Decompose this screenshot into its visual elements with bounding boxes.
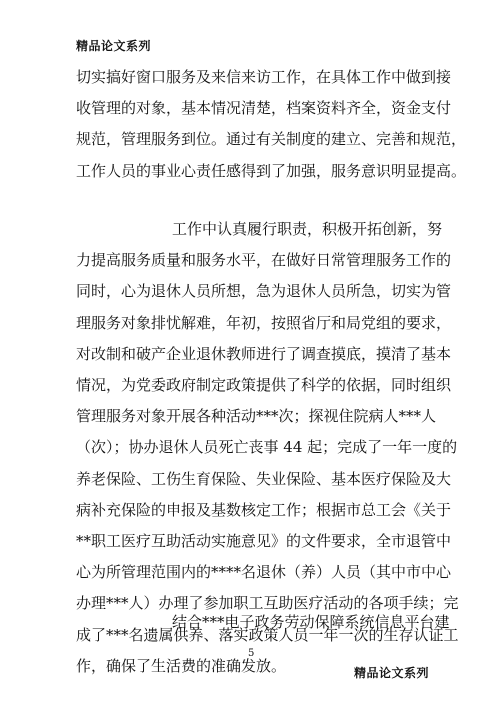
- text-line: 心为所管理范围内的****名退休（养）人员（其中市中心: [76, 563, 452, 582]
- text-line: 规范，管理服务到位。通过有关制度的建立、完善和规范，: [76, 130, 467, 149]
- text-line: 管理服务对象开展各种活动***次；探视住院病人***人: [76, 407, 437, 426]
- footer-title: 精品论文系列: [354, 666, 430, 680]
- text-line: 养老保险、工伤生育保险、失业保险、基本医疗保险及大: [76, 469, 452, 488]
- text-line: **职工医疗互助活动实施意见》的文件要求，全市退管中: [76, 532, 452, 551]
- text-line: 收管理的对象，基本情况清楚，档案资料齐全，资金支付: [76, 99, 452, 118]
- text-line: 工作中认真履行职责，积极开拓创新，努: [172, 220, 443, 238]
- text-line: （次）；协办退休人员死亡丧事 44 起；完成了一年一度的: [76, 438, 458, 457]
- text-line: 对改制和破产企业退休教师进行了调查摸底，摸清了基本: [76, 344, 452, 363]
- text-line: 工作人员的事业心责任感得到了加强，服务意识明显提高。: [76, 161, 467, 180]
- text-line: 作，确保了生活费的准确发放。: [76, 656, 287, 675]
- text-line: 切实搞好窗口服务及来信来访工作，在具体工作中做到接: [76, 68, 452, 86]
- page-number: 5: [248, 648, 255, 659]
- paragraph-1: [76, 62, 467, 187]
- paragraph-3: [76, 607, 450, 638]
- text-line: 力提高服务质量和服务水平，在做好日常管理服务工作的: [76, 251, 452, 270]
- text-line: 病补充保险的申报及基数核定工作；根据市总工会《关于: [76, 500, 452, 519]
- text-line: 同时，心为退休人员所想，急为退休人员所急，切实为管: [76, 282, 452, 301]
- header-title: 精品论文系列: [76, 39, 152, 53]
- text-line: 情况，为党委政府制定政策提供了科学的依据，同时组织: [76, 376, 452, 395]
- text-line: 理服务对象排忧解难，年初，按照省厅和局党组的要求，: [76, 313, 452, 332]
- text-line: 结合***电子政务劳动保障系统信息平台建: [172, 613, 450, 631]
- text-line: 办理***人）办理了参加职工互助医疗活动的各项手续；完: [76, 594, 459, 613]
- text-line: 成了***名遗属供养、落实政策人员一年一次的生存认证工: [76, 625, 459, 644]
